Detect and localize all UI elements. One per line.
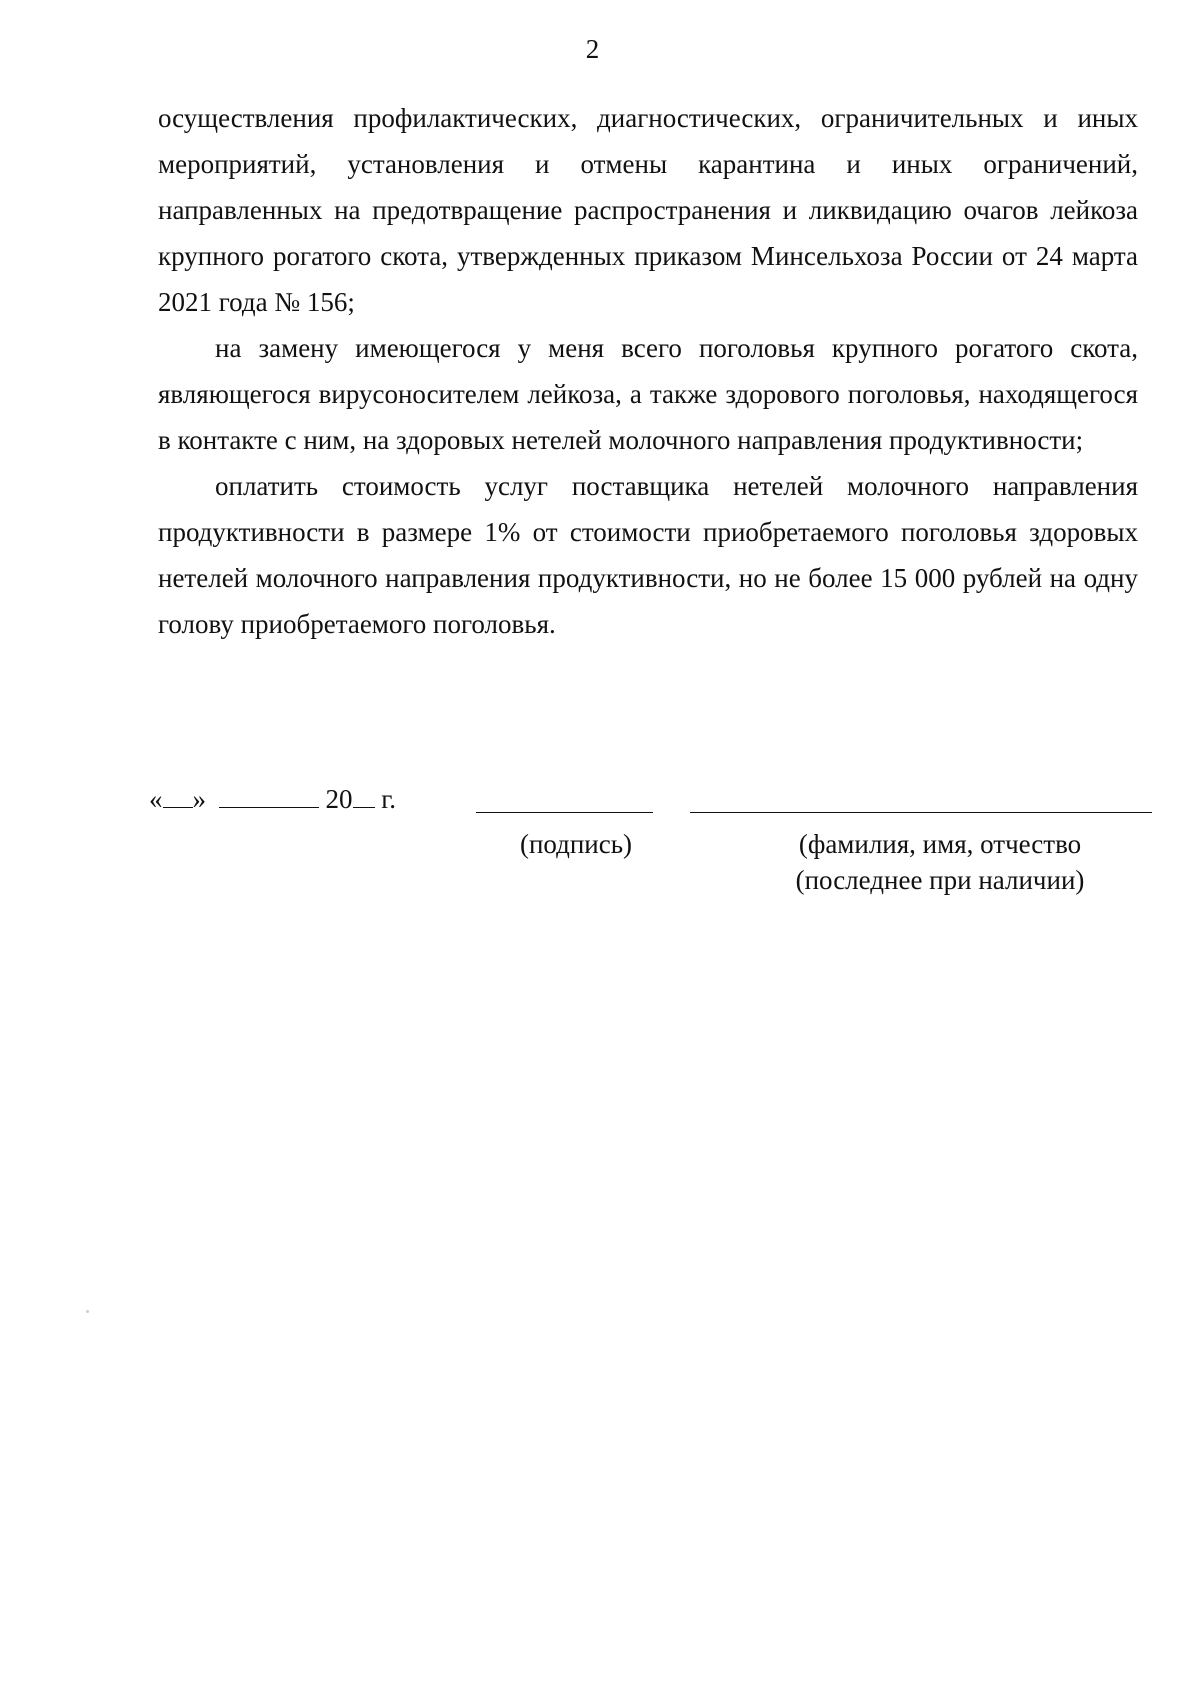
page-number: 2 xyxy=(585,34,600,64)
full-name-caption-line2: (последнее при наличии) xyxy=(795,865,1085,895)
full-name-line xyxy=(690,812,1152,813)
signature-caption: (подпись) xyxy=(519,829,633,859)
paragraph-replacement: на замену имеющегося у меня всего поголовья крупного рогатого скота, являющегося вирусоносителем лейкоза, а также здорового поголовья, находящегося в контакте с ним, на здоровых нетелей молочного направления продуктивности; xyxy=(158,333,1138,455)
paragraph-continuation: осуществления профилактических, диагностических, ограничительных и иных мероприятий, установления и отмены карантина и иных ограничений, направленных на предотвращение распространения и ликвидацию очагов лейкоза крупного рогатого скота, утвержденных приказом Минсельхоза России от 24 марта 2021 года № 156; xyxy=(158,103,1138,317)
signature-row xyxy=(149,784,1159,824)
full-name-caption-line1: (фамилия, имя, отчество xyxy=(798,829,1082,859)
year-blank xyxy=(353,806,375,808)
paragraph-payment: оплатить стоимость услуг поставщика нетелей молочного направления продуктивности в размере 1% от стоимости приобретаемого поголовья здоровых нетелей молочного направления продуктивности, но не более 15 000 рублей на одну голову приобретаемого поголовья. xyxy=(158,471,1138,639)
day-blank xyxy=(163,806,193,808)
date-close-quote: » xyxy=(192,784,206,814)
document-body xyxy=(158,95,1138,647)
full-name-caption xyxy=(745,826,1135,898)
year-suffix: г. xyxy=(381,784,397,814)
date-field xyxy=(149,784,396,815)
year-prefix: 20 xyxy=(325,784,353,814)
month-blank xyxy=(219,806,319,808)
signature-line xyxy=(476,812,653,813)
date-open-quote: « xyxy=(149,784,163,814)
scan-speck xyxy=(86,1310,89,1313)
